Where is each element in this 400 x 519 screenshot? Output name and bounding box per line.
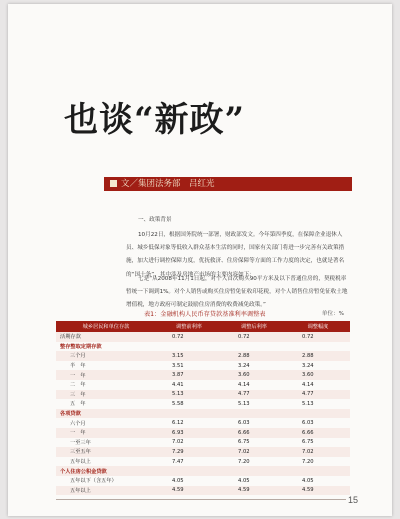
row-label: 五年以下（含五年） — [70, 478, 117, 485]
rate-before: 3.15 — [172, 352, 184, 359]
author-line: 文／集团法务部 吕红光 — [121, 179, 215, 189]
rate-before: 6.12 — [172, 420, 184, 427]
banner-square-icon — [110, 180, 117, 187]
table-row — [56, 351, 350, 361]
rate-change: 4.05 — [302, 477, 314, 484]
table-row — [56, 418, 350, 428]
rate-after: 7.02 — [238, 448, 250, 455]
rate-after: 4.59 — [238, 487, 250, 494]
rate-before: 0.72 — [172, 333, 184, 340]
rate-before — [156, 466, 222, 476]
magazine-page — [8, 4, 392, 516]
row-label: 整存整取定期存款 — [60, 343, 102, 350]
rate-change — [286, 466, 350, 476]
rate-after: 3.24 — [238, 362, 250, 369]
rate-after — [222, 342, 286, 352]
header-category: 城乡居民和单位存款 — [82, 324, 130, 330]
rate-before: 4.41 — [172, 381, 184, 388]
rate-before — [156, 342, 222, 352]
rate-change: 6.66 — [302, 429, 314, 436]
rate-change — [286, 342, 350, 352]
interest-rate-table-block — [56, 309, 350, 495]
rate-change: 0.72 — [302, 333, 314, 340]
footer-divider — [56, 499, 346, 500]
rate-change: 4.14 — [302, 381, 314, 388]
rate-after: 7.20 — [238, 458, 250, 465]
rate-before: 6.93 — [172, 429, 184, 436]
table-row — [56, 447, 350, 457]
section-heading: 一、政策背景 — [138, 217, 172, 223]
table-row — [56, 466, 350, 476]
rate-after: 4.77 — [238, 391, 250, 398]
rate-before: 5.13 — [172, 391, 184, 398]
row-label: 一 年 — [70, 430, 86, 437]
author-banner — [104, 177, 352, 191]
rate-before: 5.58 — [172, 400, 184, 407]
row-label: 二 年 — [70, 382, 86, 389]
row-label: 五年以上 — [70, 487, 91, 494]
row-label: 三 年 — [70, 391, 86, 398]
table-row — [56, 342, 350, 352]
header-after: 调整后利率 — [241, 324, 267, 330]
rate-after: 2.88 — [238, 352, 250, 359]
rate-after — [222, 409, 286, 419]
table-title: 表1：金融机构人民币存贷款基准利率调整表 — [144, 311, 266, 318]
row-label: 一至三年 — [70, 439, 91, 446]
row-label: 三至五年 — [70, 449, 91, 456]
rate-change: 6.03 — [302, 420, 314, 427]
row-label: 五年以上 — [70, 459, 91, 466]
rate-after: 5.13 — [238, 400, 250, 407]
row-label: 三个月 — [70, 353, 86, 360]
rate-before: 7.47 — [172, 458, 184, 465]
row-label: 个人住房公积金贷款 — [60, 468, 107, 475]
paragraph-2: 七是“从2008年11月1日起，对个人首次购买90平方米及以下普通住房的，契税税率暂统一下调到1%。对个人销售或购买住房暂免征收印花税，对个人销售住房暂免征收土地增值税，地方政府可制定鼓励住房消费的收费减免政策。” — [126, 276, 348, 309]
table-body — [56, 332, 350, 495]
interest-rate-table — [56, 321, 350, 495]
rate-after — [222, 466, 286, 476]
table-row — [56, 361, 350, 371]
table-row — [56, 438, 350, 448]
table-row — [56, 409, 350, 419]
row-label: 五 年 — [70, 401, 86, 408]
row-label: 活期存款 — [60, 334, 81, 341]
table-row — [56, 476, 350, 486]
table-row — [56, 390, 350, 400]
row-label: 半 年 — [70, 363, 86, 370]
rate-before: 4.59 — [172, 487, 184, 494]
row-label: 一 年 — [70, 372, 86, 379]
rate-after: 6.03 — [238, 420, 250, 427]
table-row — [56, 428, 350, 438]
rate-before: 3.51 — [172, 362, 184, 369]
rate-before: 3.87 — [172, 372, 184, 379]
table-row — [56, 399, 350, 409]
table-row — [56, 370, 350, 380]
rate-after: 3.60 — [238, 372, 250, 379]
rate-change: 2.88 — [302, 352, 314, 359]
table-row — [56, 486, 350, 496]
row-label: 六个月 — [70, 420, 86, 427]
rate-after: 6.75 — [238, 439, 250, 446]
table-row — [56, 380, 350, 390]
rate-change: 4.77 — [302, 391, 314, 398]
rate-after: 0.72 — [238, 333, 250, 340]
rate-before: 7.02 — [172, 439, 184, 446]
rate-change: 3.60 — [302, 372, 314, 379]
header-change: 调整幅度 — [307, 324, 329, 330]
table-header-row — [56, 321, 350, 332]
rate-after: 4.05 — [238, 477, 250, 484]
rate-before: 7.29 — [172, 448, 184, 455]
rate-change — [286, 409, 350, 419]
table-unit: 单位：% — [321, 311, 344, 317]
row-label: 各项贷款 — [60, 411, 81, 418]
table-row — [56, 457, 350, 467]
rate-before: 4.05 — [172, 477, 184, 484]
table-row — [56, 332, 350, 342]
article-title: 也谈“新政” — [64, 100, 246, 140]
rate-before — [156, 409, 222, 419]
rate-after: 6.66 — [238, 429, 250, 436]
page-number: 15 — [348, 495, 359, 505]
header-before: 调整前利率 — [176, 324, 202, 330]
paragraph-1: 10月22日，根据国务院统一部署，财政部发文。今年第四季度，在保障企业退休人员、城乡低保对象等低收入群众基本生活的同时，国家有关部门将进一步完善有关政策措施，加大进行调控保障力度，优抚救济、住房保障等方面的工作力度的决定，也就是著名的“国十条”，其中涉及房地产市场的主要内容如下： — [126, 232, 345, 278]
rate-change: 7.02 — [302, 448, 314, 455]
rate-change: 7.20 — [302, 458, 314, 465]
rate-after: 4.14 — [238, 381, 250, 388]
rate-change: 4.59 — [302, 487, 314, 494]
rate-change: 3.24 — [302, 362, 314, 369]
rate-change: 5.13 — [302, 400, 314, 407]
rate-change: 6.75 — [302, 439, 314, 446]
